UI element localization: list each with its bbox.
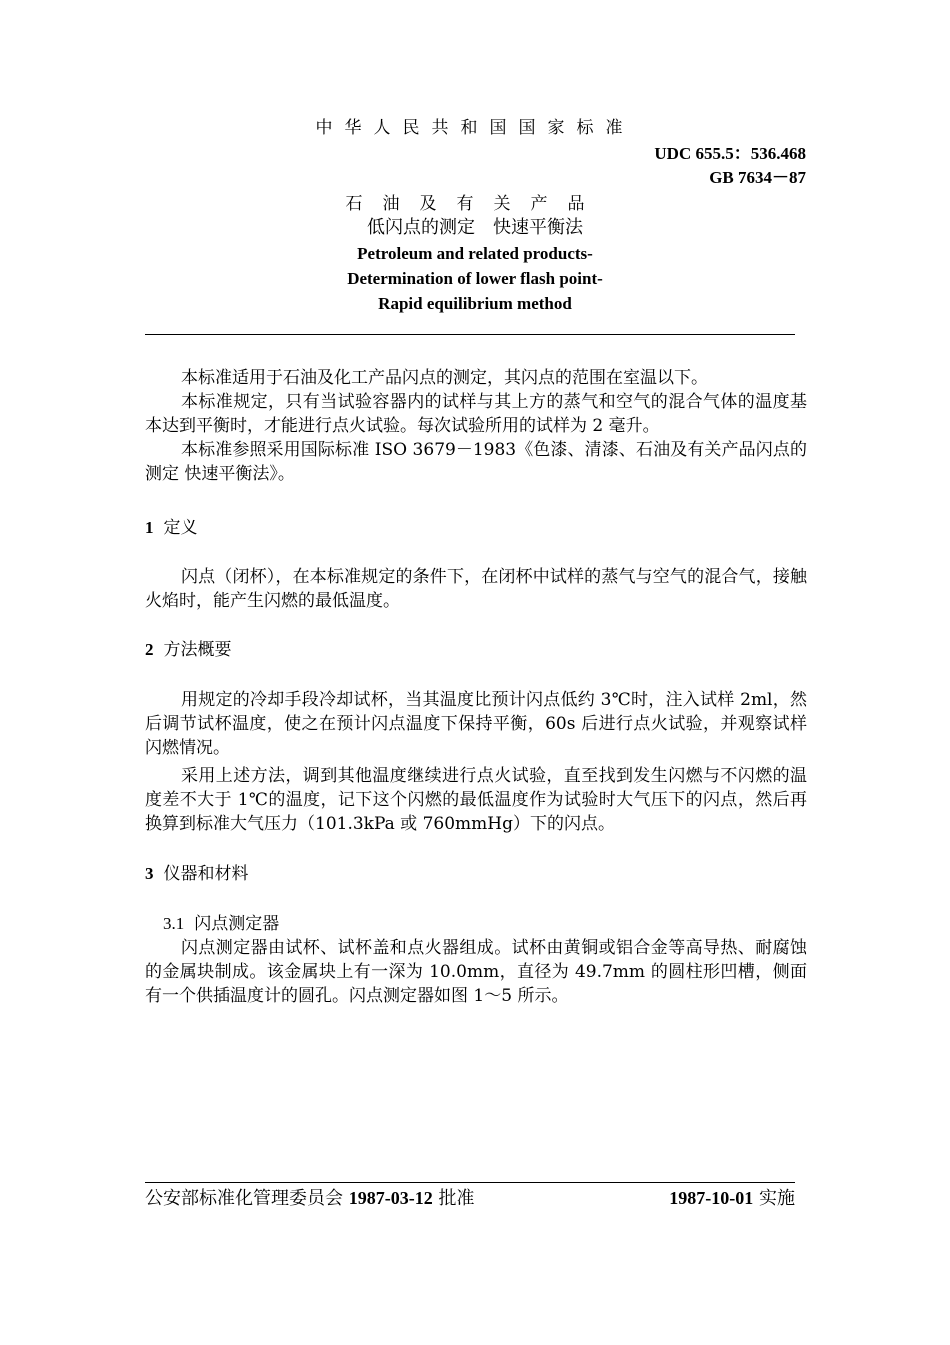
udc-code: UDC 655.5：536.468 [654, 144, 806, 163]
subsection-number: 3.1 [163, 914, 185, 933]
section-number: 2 [145, 640, 154, 659]
section-1-heading [145, 516, 198, 540]
section-2-paragraph-2: 采用上述方法，调到其他温度继续进行点火试验，直至找到发生闪燃与不闪燃的温度差不大于 1℃的温度，记下这个闪燃的最低温度作为试验时大气压下的闪点，然后再换算到标准大气压力（101.3kPa 或 760mmHg）下的闪点。 [145, 766, 807, 834]
intro-paragraph-2: 本标准规定，只有当试验容器内的试样与其上方的蒸气和空气的混合气体的温度基本达到平衡时，才能进行点火试验。每次试验所用的试样为 2 毫升。 [145, 392, 807, 436]
approval-statement [145, 1186, 474, 1211]
subsection-3-1-paragraph: 闪点测定器由试杯、试杯盖和点火器组成。试杯由黄铜或铝合金等高导热、耐腐蚀的金属块制成。该金属块上有一深为 10.0mm，直径为 49.7mm 的圆柱形凹槽，侧面有一个供插温度计的圆孔。闪点测定器如图 1～5 所示。 [145, 938, 807, 1006]
title-en-line2: Determination of lower flash point- [347, 269, 603, 288]
section-title: 定义 [163, 518, 198, 538]
section-number: 1 [145, 518, 154, 537]
title-en-line1: Petroleum and related products- [357, 244, 593, 263]
intro-paragraph-3: 本标准参照采用国际标准 ISO 3679－1983《色漆、清漆、石油及有关产品闪点的测定 快速平衡法》。 [145, 440, 807, 484]
effective-statement [669, 1186, 795, 1211]
approve-label: 批准 [438, 1188, 475, 1209]
issuer: 公安部标准化管理委员会 [145, 1188, 343, 1209]
subsection-3-1-heading [163, 912, 279, 936]
national-standard-title: 中华人民共和国国家标准 [315, 118, 635, 138]
title-cn-line2: 低闪点的测定 快速平衡法 [367, 217, 583, 238]
intro-paragraph-1: 本标准适用于石油及化工产品闪点的测定，其闪点的范围在室温以下。 [181, 368, 708, 388]
gb-code: GB 7634－87 [709, 168, 806, 187]
effective-date: 1987-10-01 [669, 1188, 754, 1208]
section-title: 方法概要 [163, 640, 232, 660]
effective-label: 实施 [759, 1188, 795, 1209]
section-3-heading [145, 862, 249, 886]
section-title: 仪器和材料 [163, 864, 249, 884]
title-en-line3: Rapid equilibrium method [378, 294, 572, 313]
subsection-title: 闪点测定器 [194, 914, 280, 934]
section-2-heading [145, 638, 232, 662]
section-2-paragraph-1: 用规定的冷却手段冷却试杯，当其温度比预计闪点低约 3℃时，注入试样 2ml，然后调节试杯温度，使之在预计闪点温度下保持平衡，60s 后进行点火试验，并观察试样闪燃情况。 [145, 690, 807, 758]
section-1-paragraph-1: 闪点（闭杯），在本标准规定的条件下，在闭杯中试样的蒸气与空气的混合气，接触火焰时，能产生闪燃的最低温度。 [145, 567, 807, 611]
title-cn-line1: 石油及有关产品 [345, 194, 605, 214]
section-number: 3 [145, 864, 154, 883]
header-divider [145, 334, 795, 335]
approve-date: 1987-03-12 [348, 1188, 433, 1208]
footer-divider [145, 1182, 795, 1183]
